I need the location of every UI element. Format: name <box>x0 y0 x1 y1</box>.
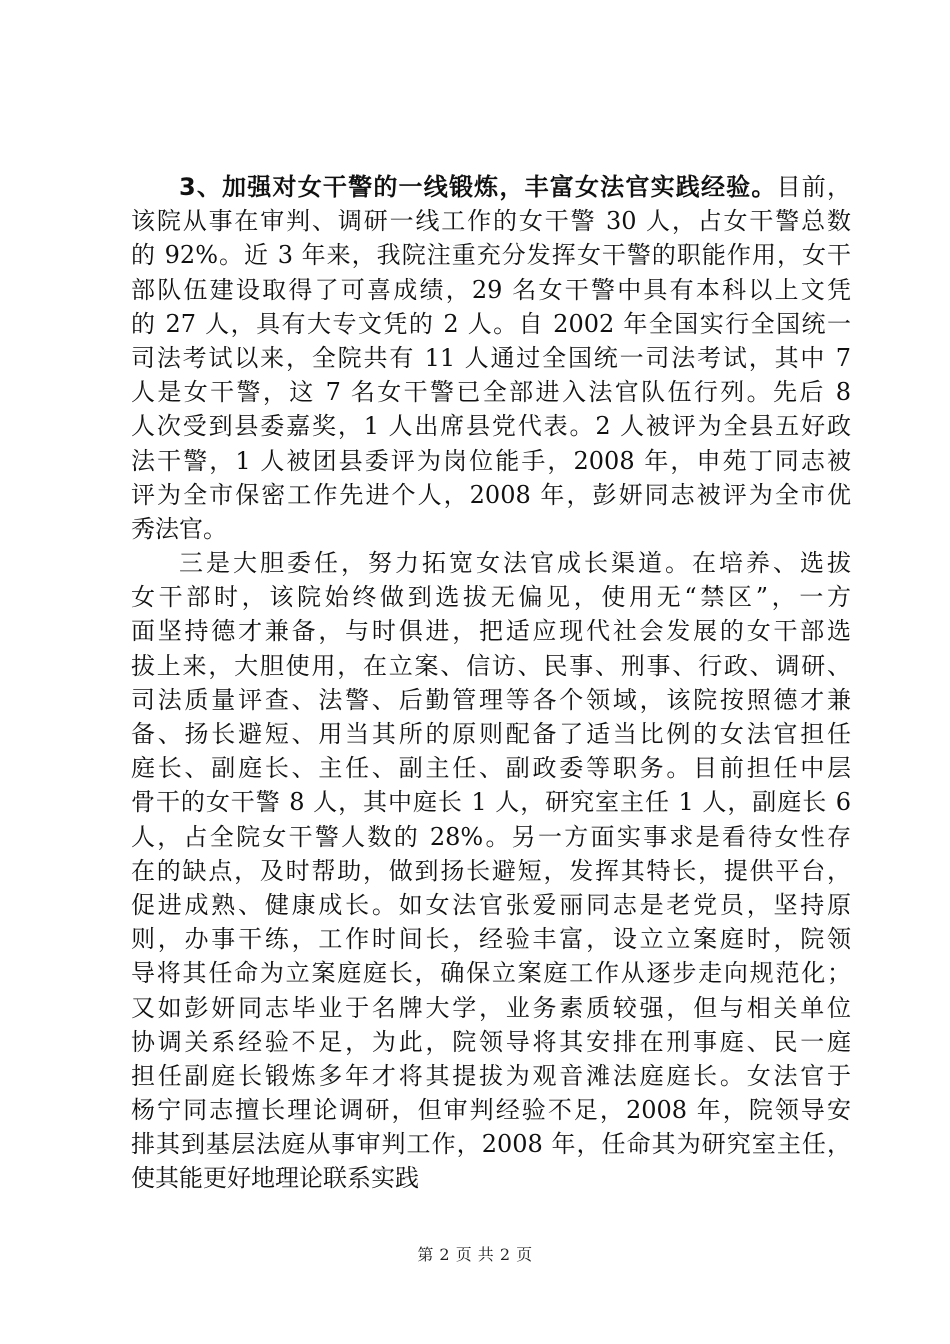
paragraph-2-line: 导将其任命为立案庭庭长，确保立案庭工作从逐步走向规范化； <box>131 959 851 988</box>
paragraph-1-line: 司法考试以来，全院共有 11 人通过全国统一司法考试，其中 7 <box>131 343 851 372</box>
paragraph-1-line: 该院从事在审判、调研一线工作的女干警 30 人，占女干警总数 <box>131 207 851 236</box>
paragraph-2-line: 面坚持德才兼备，与时俱进，把适应现代社会发展的女干部选 <box>131 617 851 646</box>
paragraph-1-line: 评为全市保密工作先进个人，2008 年，彭妍同志被评为全市优 <box>131 480 851 509</box>
paragraph-1-line-1-rest: 目前， <box>776 173 852 201</box>
paragraph-1-line: 秀法官。 <box>131 514 227 543</box>
paragraph-1-line: 人是女干警，这 7 名女干警已全部进入法官队伍行列。先后 8 <box>131 378 851 407</box>
paragraph-1-lead: 3、加强对女干警的一线锻炼，丰富女法官实践经验。 <box>179 173 777 201</box>
page-footer: 第 2 页 共 2 页 <box>417 1245 533 1264</box>
paragraph-1-line-1 <box>131 170 851 204</box>
paragraph-2-line: 使其能更好地理论联系实践 <box>131 1164 419 1193</box>
paragraph-2-line: 女干部时，该院始终做到选拔无偏见，使用无“禁区”，一方 <box>131 583 851 612</box>
paragraph-2-line: 庭长、副庭长、主任、副主任、副政委等职务。目前担任中层 <box>131 754 851 783</box>
document-body <box>131 170 851 1196</box>
paragraph-2-line: 在的缺点，及时帮助，做到扬长避短，发挥其特长，提供平台， <box>131 856 851 885</box>
paragraph-2-line: 备、扬长避短、用当其所的原则配备了适当比例的女法官担任 <box>131 720 851 748</box>
paragraph-2-line: 人，占全院女干警人数的 28%。另一方面实事求是看待女性存 <box>131 822 851 851</box>
paragraph-2-line: 促进成熟、健康成长。如女法官张爱丽同志是老党员，坚持原 <box>131 890 851 919</box>
paragraph-2-line-1: 三是大胆委任，努力拓宽女法官成长渠道。在培养、选拔 <box>179 549 851 578</box>
paragraph-1-line: 人次受到县委嘉奖，1 人出席县党代表。2 人被评为全县五好政 <box>131 412 851 441</box>
paragraph-1-line: 法干警，1 人被团县委评为岗位能手，2008 年，申苑丁同志被 <box>131 446 851 475</box>
paragraph-1-line: 部队伍建设取得了可喜成绩，29 名女干警中具有本科以上文凭 <box>131 275 851 304</box>
paragraph-1-line: 的 27 人，具有大专文凭的 2 人。自 2002 年全国实行全国统一 <box>131 309 851 338</box>
paragraph-1-line: 的 92%。近 3 年来，我院注重充分发挥女干警的职能作用，女干 <box>131 241 851 270</box>
paragraph-2-line: 协调关系经验不足，为此，院领导将其安排在刑事庭、民一庭 <box>131 1027 851 1056</box>
paragraph-2-line: 司法质量评查、法警、后勤管理等各个领域，该院按照德才兼 <box>131 685 851 714</box>
paragraph-2-line: 拔上来，大胆使用，在立案、信访、民事、刑事、行政、调研、 <box>131 651 851 680</box>
paragraph-2-line: 骨干的女干警 8 人，其中庭长 1 人，研究室主任 1 人，副庭长 6 <box>131 788 851 817</box>
paragraph-2-line: 杨宁同志擅长理论调研，但审判经验不足，2008 年，院领导安 <box>131 1096 851 1125</box>
paragraph-2-line: 则，办事干练，工作时间长，经验丰富，设立立案庭时，院领 <box>131 925 851 954</box>
paragraph-2-line: 担任副庭长锻炼多年才将其提拔为观音滩法庭庭长。女法官于 <box>131 1061 851 1090</box>
paragraph-2-line: 排其到基层法庭从事审判工作，2008 年，任命其为研究室主任， <box>131 1130 851 1159</box>
paragraph-2-line: 又如彭妍同志毕业于名牌大学，业务素质较强，但与相关单位 <box>131 993 851 1022</box>
